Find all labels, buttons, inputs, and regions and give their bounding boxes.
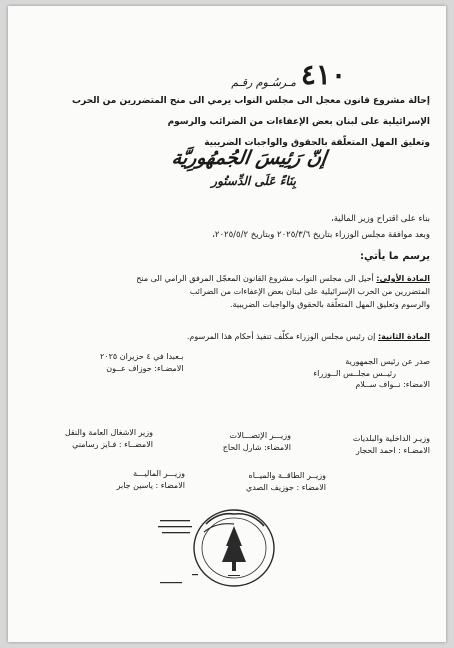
document-page: [8, 6, 446, 642]
decree-number: ٤١٠: [300, 58, 346, 91]
decrees-heading: يرسم ما يأتي:: [360, 251, 430, 262]
signature-finance-minister: [117, 468, 185, 491]
finance-minister-signature: الامضاء : ياسين جابر: [116, 480, 185, 490]
article-2-text: إن رئيس مجلس الوزراء مكلّف تنفيذ أحكام هذا المرسوم.: [186, 332, 376, 341]
prime-minister-signature: الامضاء: نــواف ســلام: [355, 380, 430, 389]
title-line-3: وتعليق المهل المتعلّقة بالحقوق والواجبات الضريبية: [204, 138, 430, 148]
article-1-line-1: [136, 274, 430, 283]
official-seal-stamp: [156, 502, 286, 594]
decree-label: مـرسُـوم رقـم: [231, 76, 296, 89]
telecom-minister-title: وزيـــر الإتصـــالات: [229, 431, 291, 440]
title-line-1: إحالة مشروع قانون معجل الى مجلس النواب يرمي الى منح المتضررين من الحرب: [71, 96, 430, 106]
article-1-text-1: أحيل الى مجلس النواب مشروع القانون المعجّل المرفق الرامي الى منح: [136, 274, 374, 283]
article-2-line: [187, 332, 430, 341]
energy-minister-title: وزيــر الطاقــة والميــاه: [248, 471, 326, 480]
finance-minister-title: وزيـــر الماليـــة: [133, 469, 185, 478]
title-line-2: الإسرائيلية على لبنان بعض الإعفاءات من الضرائب والرسوم: [167, 117, 430, 127]
article-1-line-2: المتضررين من الحرب الإسرائيلية على لبنان بعض الإعفاءات من الضرائب: [189, 287, 430, 296]
signature-president: [100, 351, 184, 374]
energy-minister-signature: الامضاء : جوزيف الصدي: [245, 482, 326, 492]
signature-prime-minister: [313, 356, 430, 391]
president-heading: إنّ رَئِيسَ الجُمهُورِيَّة: [170, 147, 328, 169]
interior-minister-signature: الامضـاء : احمد الحجار: [355, 445, 430, 455]
signature-telecom-minister: [223, 430, 291, 453]
constitution-line: بِنَاءً عَلَى الدِّستُور: [211, 174, 296, 188]
prime-minister-title: رئيــس مجلــس الــوزراء: [313, 368, 396, 378]
place-date-line: بـعبدا في ٤ حزيران ٢٠٢٥: [100, 352, 184, 361]
public-works-minister-title: وزير الاشغال العامة والنقل: [64, 428, 153, 437]
signature-public-works-minister: [65, 427, 153, 450]
signature-interior-minister: [353, 433, 430, 456]
article-1-label: المادة الأولى:: [376, 274, 430, 283]
signature-energy-minister: [246, 470, 326, 493]
article-2-label: المادة الثانية:: [377, 332, 430, 341]
telecom-minister-signature: الامضاء: شارل الحاج: [222, 442, 291, 452]
article-1-line-3: والرسوم وتعليق المهل المتعلّقة بالحقوق والواجبات الضريبية.: [230, 300, 430, 309]
preamble-line-2: وبعد موافقة مجلس الوزراء بتاريخ ٢٠٢٥/٣/٦ وبتاريخ ٢٠٢٥/٥/٢،: [212, 230, 430, 240]
president-signature: الامضـاء: جوزاف عــون: [106, 363, 184, 373]
preamble-line-1: بناء على اقتراح وزير المالية،: [331, 214, 430, 224]
interior-minister-title: وزيـر الداخلية والبلديات: [352, 434, 430, 443]
public-works-minister-signature: الامضــاء : فـايز رسامني: [72, 439, 153, 449]
issued-by-line: صدر عن رئيس الجمهورية: [345, 357, 430, 366]
